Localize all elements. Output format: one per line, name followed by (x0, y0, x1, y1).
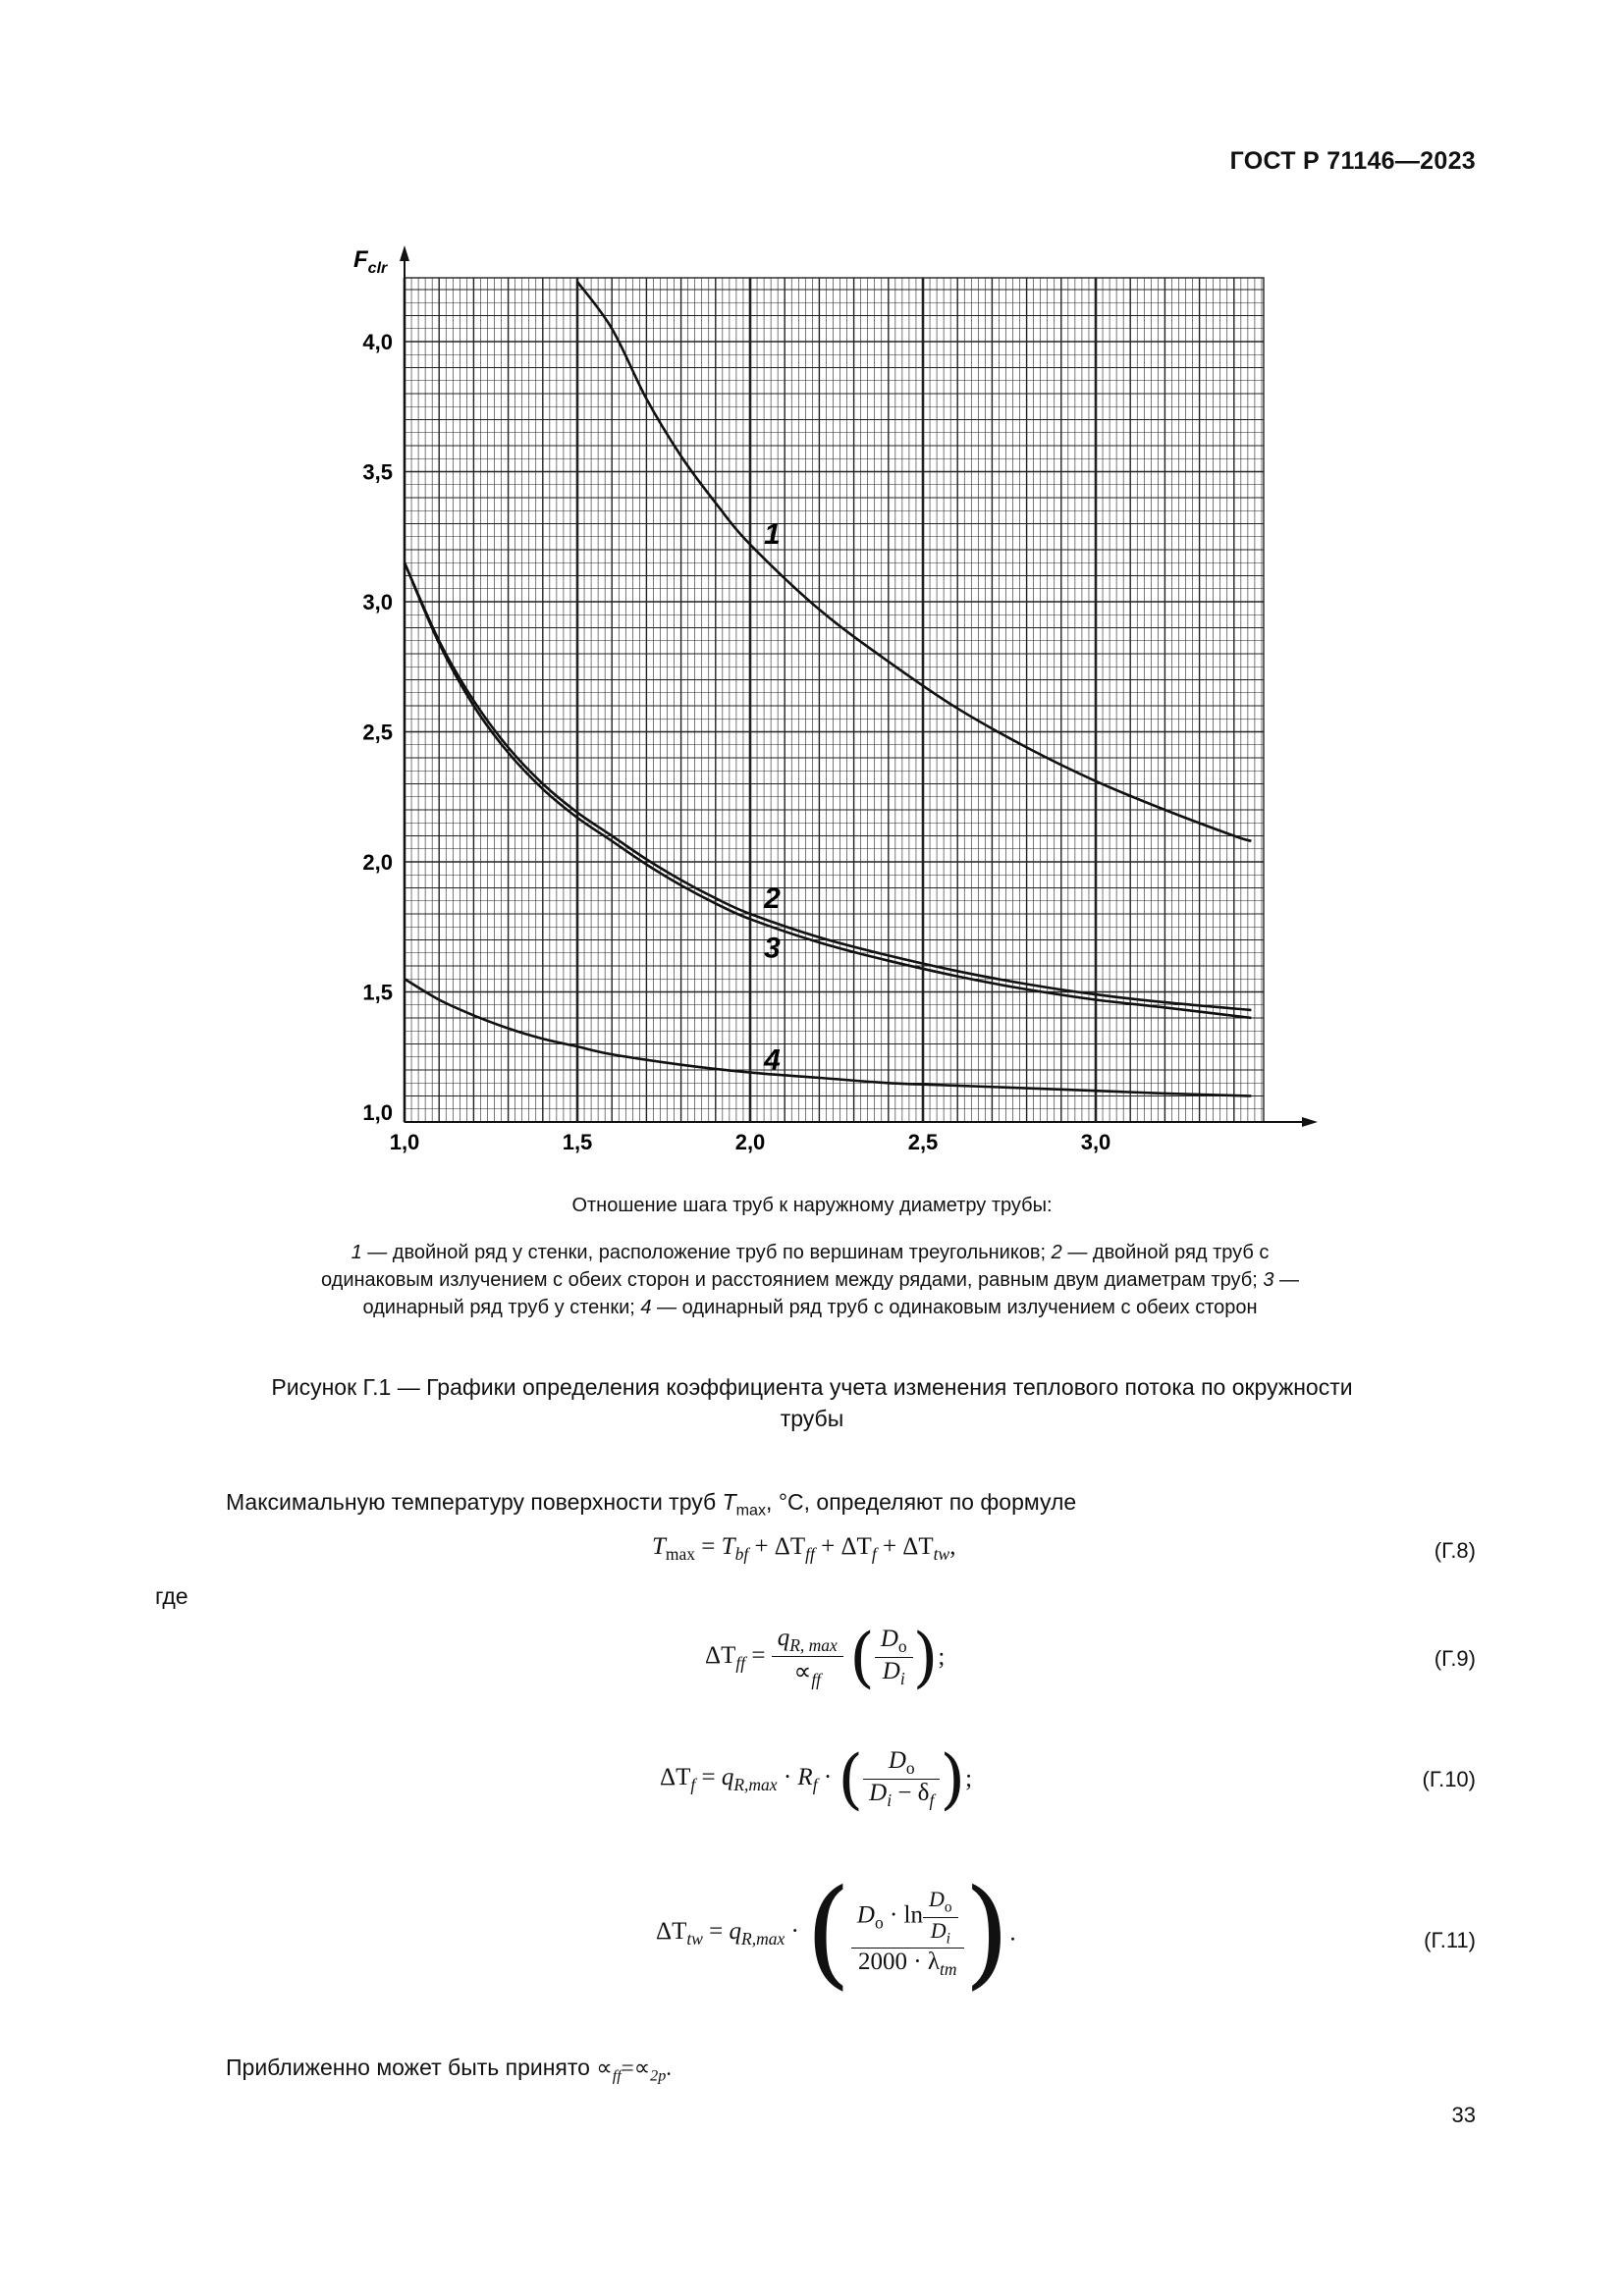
chart-axes (400, 245, 1318, 1127)
curve-label-2: 2 (764, 882, 781, 916)
plot-frame (405, 278, 1264, 1122)
figure-legend (295, 1239, 1326, 1321)
y-tick-label: 4,0 (362, 330, 393, 354)
curve-3 (405, 562, 1251, 1018)
page-number: 33 (1451, 2103, 1476, 2127)
x-tick-label: 2,5 (907, 1130, 939, 1154)
curve-4 (405, 979, 1251, 1095)
final-paragraph: Приближенно может быть принято $\propto_{ff}=\propto_{2p}$. (226, 2055, 672, 2085)
y-tick-label: 2,5 (362, 720, 393, 745)
formula-g11: $\Delta T_{tw} = q_{R,max}$ · ( $D_o \cdot \ln$ $\frac{D_o}{D_i}$ $2000 \cdot \lambda_{tm}$ ). (656, 1865, 1016, 2002)
legend-num-4: 4 (640, 1297, 652, 1318)
legend-num-1: 1 (351, 1242, 362, 1263)
y-tick-label: 3,5 (362, 459, 393, 485)
figure-title: Рисунок Г.1 — Графики определения коэффициента учета изменения теплового потока по окружности трубы (271, 1374, 1353, 1431)
formula-g10: $\Delta T_f = q_{R,max} \cdot R_f$ · ( $\frac{D_o}{D_i - \delta_f}$ ); (660, 1741, 973, 1817)
y-axis-label: $F_{clr}$ (353, 246, 388, 277)
legend-num-3: 3 (1263, 1269, 1274, 1291)
equation-number-g11: (Г.11) (1424, 1928, 1476, 1952)
curve-2 (405, 562, 1251, 1010)
y-tick-label: 2,0 (362, 850, 393, 875)
formula-g9: $\Delta T_{ff}$ = $\frac{q_{R, max}}{\propto_{ff}}$ ( $\frac{D_o}{D_i}$ ); (705, 1620, 946, 1695)
legend-text-1: — двойной ряд у стенки, расположение труб по вершинам треугольников; (361, 1242, 1052, 1263)
chart-xlabel: Отношение шага труб к наружному диаметру трубы: (571, 1195, 1053, 1216)
x-tick-label: 2,0 (734, 1130, 766, 1154)
chart-curves (405, 282, 1251, 1095)
legend-num-2: 2 (1051, 1242, 1062, 1263)
x-tick-label: 1,0 (389, 1130, 420, 1154)
curve-label-1: 1 (764, 518, 781, 552)
legend-text-4: — одинарный ряд труб с одинаковым излучением с обеих сторон (651, 1297, 1258, 1318)
legend-text-2: — двойной ряд труб с одинаковым излучением с обеих сторон и расстоянием между рядами, равным двум диаметрам труб; (320, 1242, 1270, 1291)
chart (324, 243, 1326, 1166)
formula-g8: $T_{max} = T_{bf} + \Delta T_{ff} + \Delta T_f + \Delta T_{tw}$, (652, 1533, 956, 1564)
equation-number-g9: (Г.9) (1434, 1646, 1476, 1671)
y-tick-label: 3,0 (362, 590, 393, 614)
chart-grid-minor (405, 278, 1264, 1122)
curve-1 (577, 282, 1251, 841)
x-tick-label: 3,0 (1080, 1130, 1111, 1154)
equation-number-g10: (Г.10) (1422, 1767, 1476, 1791)
x-tick-label: 1,5 (562, 1130, 593, 1154)
y-tick-label: 1,0 (362, 1100, 393, 1125)
intro-paragraph: Максимальную температуру поверхности труб $T_{max}$, °С, определяют по формуле (226, 1489, 1077, 1520)
where-label: где (155, 1583, 189, 1609)
x-axis-arrow (1302, 1117, 1318, 1127)
curve-label-4: 4 (764, 1043, 781, 1077)
chart-grid-major (405, 278, 1264, 1122)
legend-text-3: — одинарный ряд труб у стенки; (362, 1269, 1300, 1318)
y-axis-arrow (400, 245, 409, 261)
y-tick-label: 1,5 (362, 980, 393, 1005)
document-code: ГОСТ Р 71146—2023 (1229, 147, 1476, 175)
curve-label-3: 3 (764, 932, 781, 965)
equation-number-g8: (Г.8) (1434, 1538, 1476, 1563)
